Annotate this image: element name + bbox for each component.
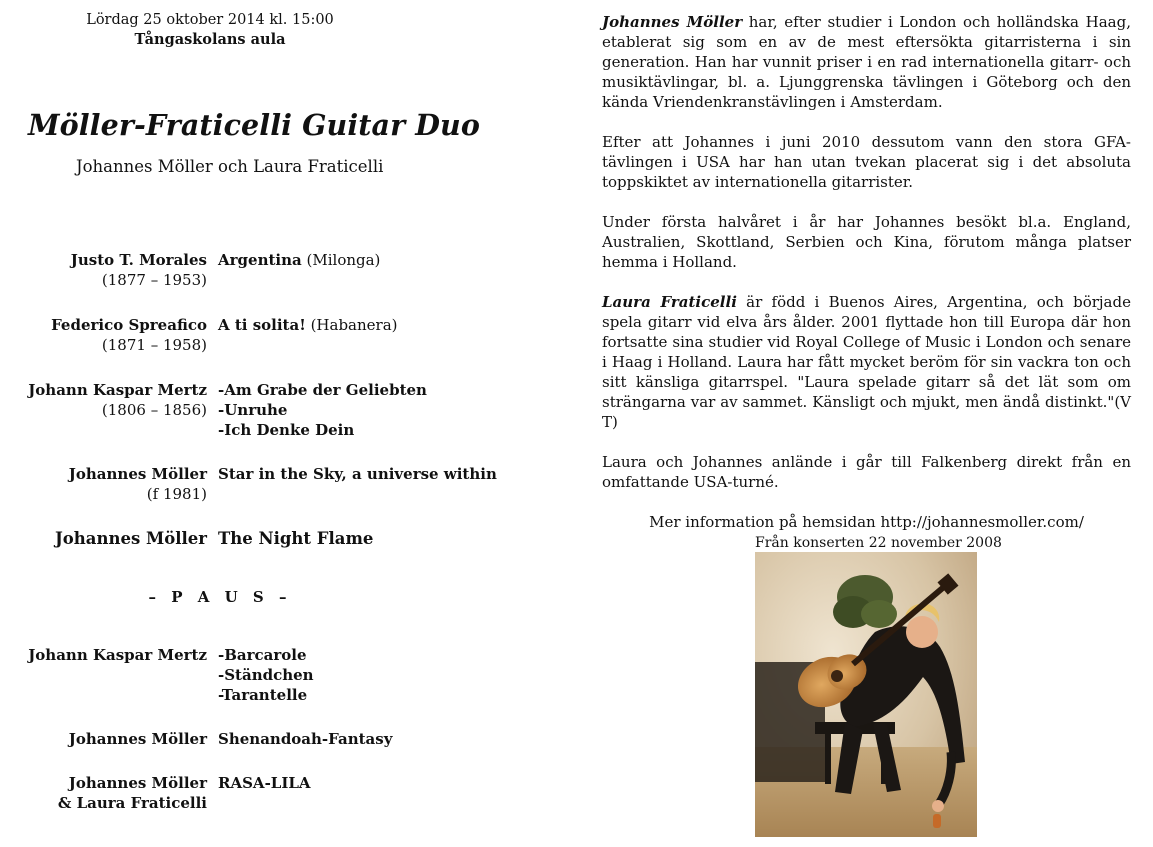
- work-title: -Unruhe: [218, 401, 288, 419]
- composer-name: Johannes Möller: [54, 529, 207, 548]
- bio-paragraph: [602, 12, 1131, 112]
- work-title: Star in the Sky, a universe within: [218, 465, 497, 483]
- composer: [58, 773, 207, 813]
- work-note: (Habanera): [310, 316, 398, 334]
- composer: [28, 645, 207, 665]
- composer-name: Johannes Möller: [68, 730, 207, 748]
- composer: [51, 315, 207, 355]
- composer-years: (1877 – 1953): [101, 271, 207, 289]
- composer-years: (1871 – 1958): [101, 336, 207, 354]
- work-list: [218, 250, 380, 270]
- bio-section: [602, 12, 1131, 552]
- work-title: -Ständchen: [218, 666, 314, 684]
- work-title: -Barcarole: [218, 646, 307, 664]
- composer: [69, 464, 207, 504]
- work-title: -Am Grabe der Geliebten: [218, 381, 427, 399]
- bio-text: är född i Buenos Aires, Argentina, och började spela gitarr vid elva års ålder. 2001 flyttade hon till Europa där hon fortsatte sina studier vid Royal College of Music i London och senare i Haag i Holland. Laura har fått mycket beröm för sin vackra ton och sitt känsliga gitarrspel. "Laura spelade gitarr så det lät som om strängarna var av sammet. Känsligt och mjukt, men ändå distinkt."(V T): [602, 293, 1131, 431]
- work-title: Argentina: [218, 251, 302, 269]
- more-info: Mer information på hemsidan http://johannesmoller.com/: [649, 513, 1084, 531]
- concert-venue: Tångaskolans aula: [134, 31, 286, 48]
- work-title: The Night Flame: [218, 529, 374, 548]
- work-title: Shenandoah-Fantasy: [218, 730, 393, 748]
- page-title: Möller-Fraticelli Guitar Duo: [28, 108, 480, 142]
- work-list: [218, 529, 373, 549]
- bio-text: har, efter studier i London och holländska Haag, etablerat sig som en av de mest eftersökta gitarristerna i sin generation. Han har vunnit priser i en rad internationella gitarr- och musiktävlingar, bl. a. Ljunggrenska tävlingen i Göteborg och den kända Vriendenkranstävlingen i Amsterdam.: [602, 13, 1131, 111]
- composer: [69, 729, 207, 749]
- composer-name: Johannes Möller: [68, 774, 207, 792]
- work-list: [218, 729, 392, 749]
- intermission-label: – P A U S –: [148, 588, 292, 606]
- composer: [71, 250, 207, 290]
- composer-name: Johann Kaspar Mertz: [28, 646, 207, 664]
- concert-date: Lördag 25 oktober 2014 kl. 15:00: [86, 12, 334, 28]
- work-list: [218, 380, 427, 440]
- bio-paragraph: Efter att Johannes i juni 2010 dessutom vann den stora GFA-tävlingen i USA har han utan tvekan placerat sig i det absoluta toppskiktet av internationella gitarrister.: [602, 133, 1131, 191]
- composer-name: Federico Spreafico: [51, 316, 207, 334]
- composer: [28, 380, 207, 420]
- composer-name: Johannes Möller: [68, 465, 207, 483]
- composer-name: Johann Kaspar Mertz: [28, 381, 207, 399]
- artist-name: Johannes Möller: [602, 13, 743, 31]
- work-title: A ti solita!: [218, 316, 306, 334]
- composer-name-2: & Laura Fraticelli: [57, 794, 207, 812]
- work-list: [218, 315, 398, 335]
- composer-name: Justo T. Morales: [70, 251, 207, 269]
- composer-years: (1806 – 1856): [101, 401, 207, 419]
- work-title: -Ich Denke Dein: [218, 421, 355, 439]
- work-note: (Milonga): [306, 251, 381, 269]
- photo-caption: Från konserten 22 november 2008: [755, 535, 1002, 551]
- work-list: [218, 773, 311, 793]
- work-list: [218, 645, 314, 705]
- work-list: [218, 464, 497, 484]
- page-subtitle: Johannes Möller och Laura Fraticelli: [76, 157, 384, 176]
- bio-paragraph: Under första halvåret i år har Johannes besökt bl.a. England, Australien, Skottland, Serbien och Kina, förutom många platser hemma i Holland.: [602, 213, 1131, 271]
- composer: [55, 529, 207, 549]
- work-title: -Tarantelle: [218, 686, 308, 704]
- composer-years: (f 1981): [146, 485, 207, 503]
- artist-name: Laura Fraticelli: [602, 293, 737, 311]
- bio-paragraph: [602, 292, 1131, 432]
- concert-photo: [755, 552, 977, 837]
- work-title: RASA-LILA: [218, 774, 311, 792]
- bio-paragraph: Laura och Johannes anlände i går till Falkenberg direkt från en omfattande USA-turné.: [602, 453, 1131, 491]
